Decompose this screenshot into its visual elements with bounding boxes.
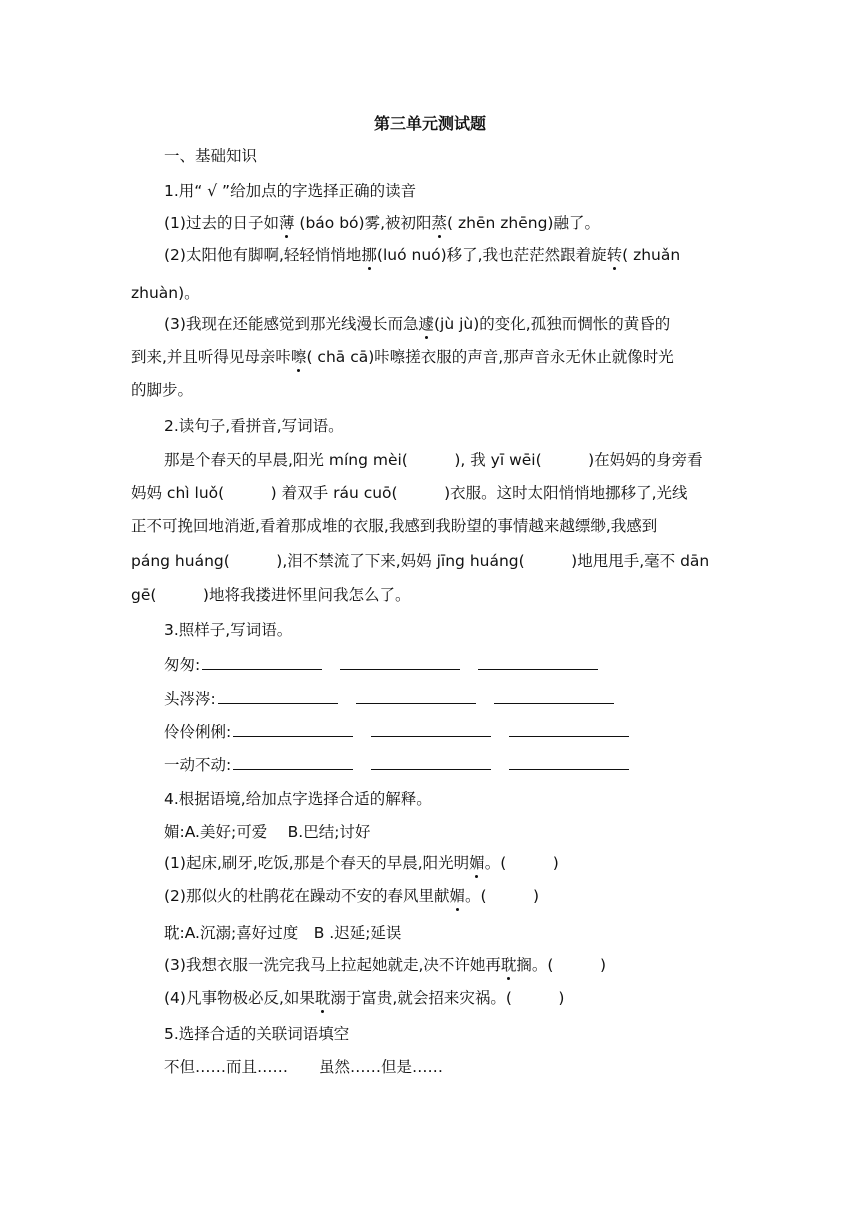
q3-row: 头涔涔:: [164, 689, 614, 709]
dotted-char: 遽: [418, 315, 434, 333]
page-title: 第三单元测试题: [373, 114, 486, 133]
q3-row: 匆匆:: [164, 655, 598, 675]
answer-blank[interactable]: [509, 722, 629, 737]
q2-line-5: gē( )地将我搂进怀里问我怎么了。: [131, 586, 411, 604]
q1-sentence-2-cont: zhuàn)。: [131, 284, 200, 302]
q4-definition-mei: 媚:A.美好;可爱 B.巴结;讨好: [164, 823, 371, 841]
answer-blank[interactable]: [478, 655, 598, 670]
answer-blank[interactable]: [356, 689, 476, 704]
dotted-char: 媚: [449, 887, 465, 905]
q1-sentence-2: (2)太阳他有脚啊,轻轻悄悄地挪(luó nuó)移了,我也茫茫然跟着旋转( zhuǎn: [164, 246, 681, 264]
question-4-heading: 4.根据语境,给加点字选择合适的解释。: [164, 790, 432, 808]
q1-sentence-3: (3)我现在还能感觉到那光线漫长而急遽(jù jù)的变化,孤独而惆怅的黄昏的: [164, 315, 671, 333]
q3-row: 伶伶俐俐:: [164, 722, 629, 742]
answer-blank[interactable]: [509, 755, 629, 770]
answer-blank[interactable]: [218, 689, 338, 704]
question-5-heading: 5.选择合适的关联词语填空: [164, 1025, 350, 1043]
q4-item-3: (3)我想衣服一洗完我马上拉起她就走,决不许她再耽搁。( ): [164, 956, 607, 974]
q1-sentence-1: (1)过去的日子如薄 (báo bó)雾,被初阳蒸( zhēn zhēng)融了。: [164, 214, 600, 232]
question-2-heading: 2.读句子,看拼音,写词语。: [164, 417, 344, 435]
dotted-char: 蒸: [431, 214, 448, 232]
q1-sentence-3-line2: 到来,并且听得见母亲咔嚓( chā cā)咔嚓搓衣服的声音,那声音永无休止就像时光: [131, 348, 674, 366]
answer-blank[interactable]: [233, 722, 353, 737]
answer-blank[interactable]: [340, 655, 460, 670]
q4-item-2: (2)那似火的杜鹃花在躁动不安的春风里献媚。( ): [164, 887, 540, 905]
q3-row: 一动不动:: [164, 755, 629, 775]
question-1-heading: 1.用“ √ ”给加点的字选择正确的读音: [164, 182, 417, 200]
q2-line-4: páng huáng( ),泪不禁流了下来,妈妈 jīng huáng( )地甩甩手,毫不 dān: [131, 552, 710, 570]
answer-blank[interactable]: [371, 755, 491, 770]
answer-blank[interactable]: [494, 689, 614, 704]
q2-line-2: 妈妈 chì luǒ( ) 着双手 ráu cuō( )衣服。这时太阳悄悄地挪移了,光线: [131, 484, 688, 502]
q4-definition-dan: 耽:A.沉溺;喜好过度 B .迟延;延误: [164, 924, 402, 942]
dotted-char: 媚: [469, 854, 485, 872]
dotted-char: 挪: [361, 246, 377, 264]
dotted-char: 薄: [278, 214, 295, 232]
q2-line-1: 那是个春天的早晨,阳光 míng mèi( ), 我 yī wēi( )在妈妈的身旁看: [164, 451, 703, 469]
dotted-char: 转: [606, 246, 623, 264]
q2-line-3: 正不可挽回地消逝,看着那成堆的衣服,我感到我盼望的事情越来越缥缈,我感到: [131, 517, 658, 535]
dotted-char: 耽: [314, 989, 331, 1007]
dotted-char: 耽: [500, 956, 517, 974]
q4-item-1: (1)起床,刷牙,吃饭,那是个春天的早晨,阳光明媚。( ): [164, 854, 559, 872]
section-heading: 一、基础知识: [164, 147, 258, 165]
question-3-heading: 3.照样子,写词语。: [164, 621, 293, 639]
dotted-char: 嚓: [290, 348, 307, 366]
q4-item-4: (4)凡事物极必反,如果耽溺于富贵,就会招来灾祸。( ): [164, 989, 565, 1007]
answer-blank[interactable]: [371, 722, 491, 737]
answer-blank[interactable]: [233, 755, 353, 770]
q5-options: 不但……而且…… 虽然……但是……: [164, 1058, 444, 1076]
answer-blank[interactable]: [202, 655, 322, 670]
q1-sentence-3-line3: 的脚步。: [131, 381, 194, 399]
